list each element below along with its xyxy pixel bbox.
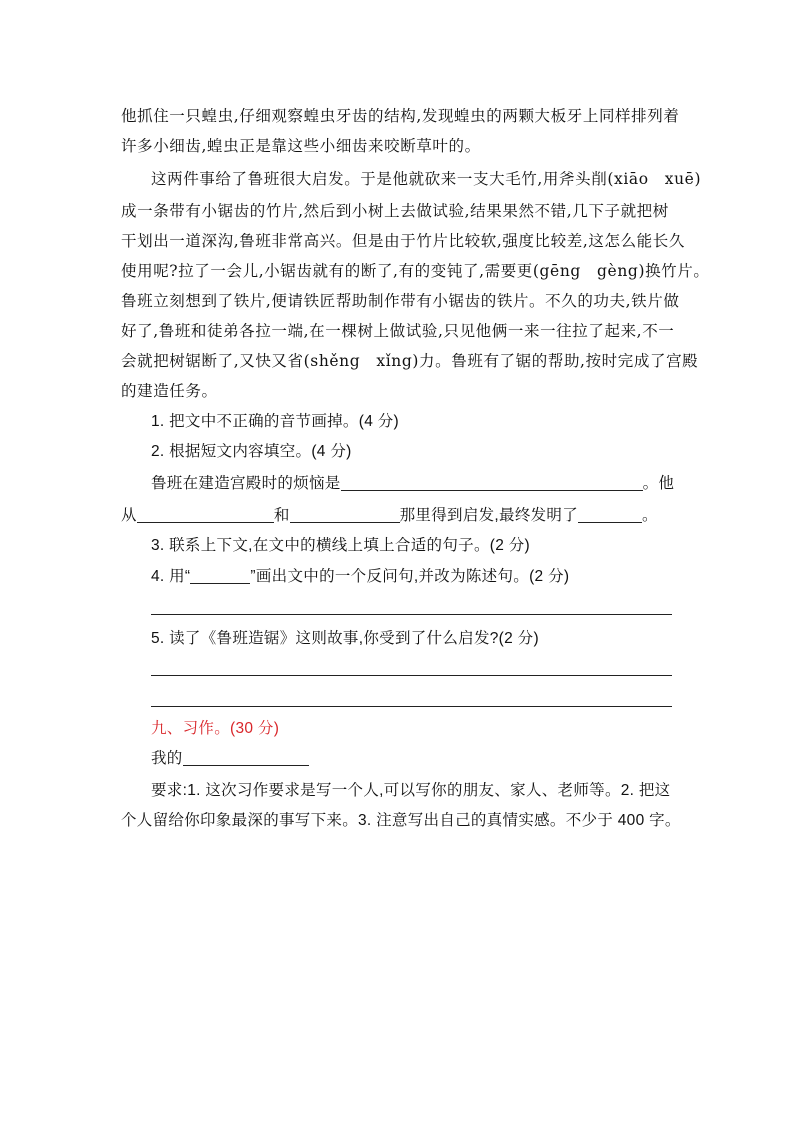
question-3: 3. 联系上下文,在文中的横线上填上合适的句子。(2 分)	[151, 537, 530, 554]
passage-line: 干划出一道深沟,鲁班非常高兴。但是由于竹片比较软,强度比较差,这怎么能长久	[121, 232, 685, 250]
fill-text: 从	[121, 507, 137, 524]
answer-blank-source-1[interactable]	[137, 506, 274, 523]
answer-blank-worry[interactable]	[341, 474, 643, 491]
answer-blank-source-2[interactable]	[290, 506, 400, 523]
answer-blank-invention[interactable]	[578, 506, 642, 523]
passage-line: 他抓住一只蝗虫,仔细观察蝗虫牙齿的结构,发现蝗虫的两颗大板牙上同样排列着	[121, 107, 680, 125]
fill-text: 鲁班在建造宫殿时的烦恼是	[151, 475, 341, 492]
answer-line-q4[interactable]	[151, 614, 672, 615]
passage-line: 使用呢?拉了一会儿,小锯齿就有的断了,有的变钝了,需要更(gēng gèng)换竹片。	[121, 262, 710, 280]
passage-line: 鲁班立刻想到了铁片,便请铁匠帮助制作带有小锯齿的铁片。不久的功夫,铁片做	[121, 292, 680, 310]
question-text: 4. 用“	[151, 568, 191, 585]
passage-line: 会就把树锯断了,又快又省(shěng xǐng)力。鲁班有了锯的帮助,按时完成了宫殿	[121, 352, 699, 370]
question-2-fill-line-2	[121, 505, 681, 527]
underline-sample	[190, 567, 250, 584]
question-2-fill-line-1	[151, 473, 681, 495]
fill-text: 和	[273, 507, 290, 524]
question-1: 1. 把文中不正确的音节画掉。(4 分)	[151, 413, 399, 430]
fill-text: 那里得到启发,最终发明了	[399, 507, 579, 524]
passage-line: 成一条带有小锯齿的竹片,然后到小树上去做试验,结果果然不错,几下子就把树	[121, 202, 669, 220]
answer-line-q5-2[interactable]	[151, 706, 672, 707]
composition-requirement: 要求:1. 这次习作要求是写一个人,可以写你的朋友、家人、老师等。2. 把这	[151, 782, 671, 799]
section-heading: 九、习作。(30 分)	[151, 720, 280, 737]
question-5: 5. 读了《鲁班造锯》这则故事,你受到了什么启发?(2 分)	[151, 630, 539, 647]
fill-text: 。他	[642, 475, 675, 492]
answer-line-q5-1[interactable]	[151, 675, 672, 676]
passage-line: 许多小细齿,蝗虫正是靠这些小细齿来咬断草叶的。	[121, 137, 481, 155]
composition-title-blank[interactable]	[183, 749, 309, 766]
question-text: ”画出文中的一个反问句,并改为陈述句。(2 分)	[250, 568, 570, 585]
question-4	[151, 566, 681, 588]
passage-line: 这两件事给了鲁班很大启发。于是他就砍来一支大毛竹,用斧头削(xiāo xuē)	[151, 170, 702, 188]
question-2: 2. 根据短文内容填空。(4 分)	[151, 443, 352, 460]
passage-line: 好了,鲁班和徒弟各拉一端,在一棵树上做试验,只见他俩一来一往拉了起来,不一	[121, 322, 675, 340]
title-prefix: 我的	[151, 750, 183, 767]
fill-text: 。	[642, 507, 658, 524]
composition-title	[151, 748, 681, 770]
passage-line: 的建造任务。	[121, 382, 218, 400]
composition-requirement: 个人留给你印象最深的事写下来。3. 注意写出自己的真情实感。不少于 400 字。	[121, 812, 681, 829]
